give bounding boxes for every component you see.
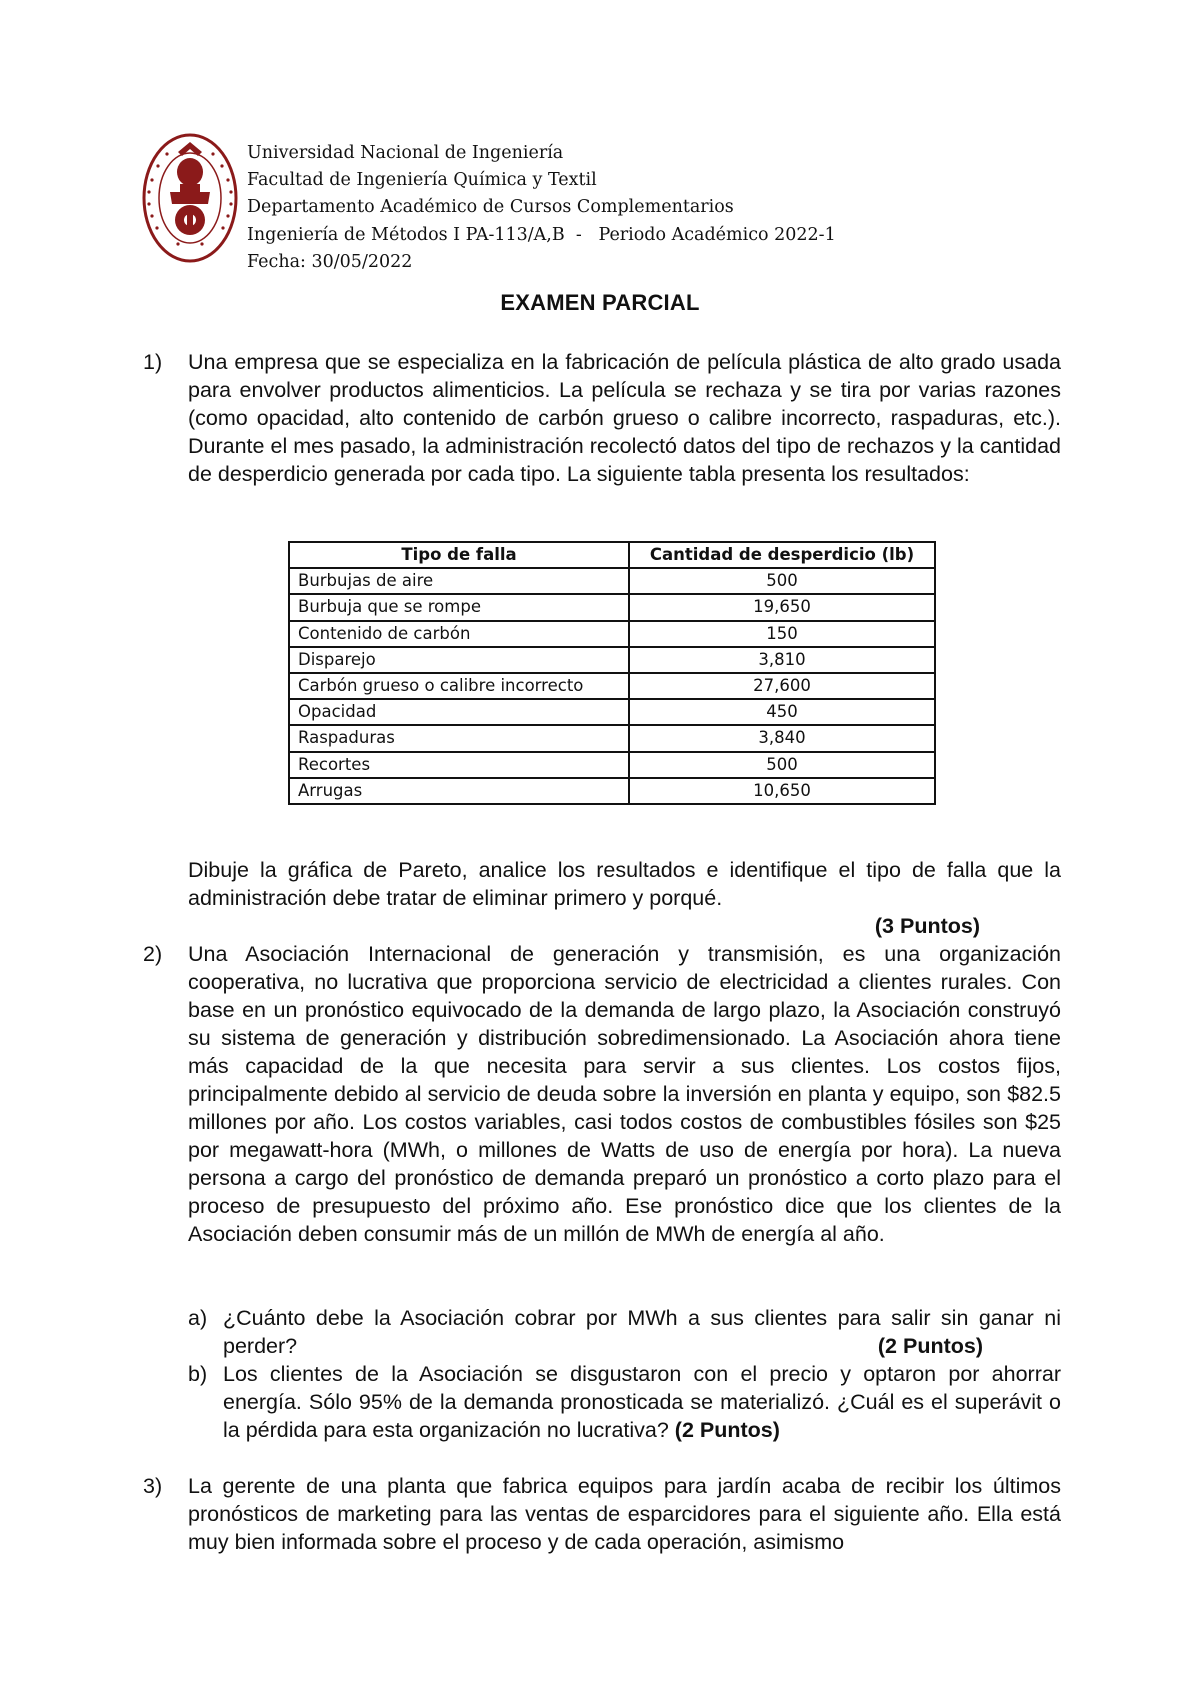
university-seal-logo [142,132,238,264]
table-cell: Raspaduras [289,725,629,751]
table-header-cell: Tipo de falla [289,542,629,568]
exam-date: Fecha: 30/05/2022 [247,251,413,272]
department-name: Departamento Académico de Cursos Complementarios [247,197,734,218]
table-cell: Recortes [289,752,629,778]
table-row [289,568,935,594]
table-row [289,647,935,673]
question-3-number: 3) [143,1474,163,1498]
university-name: Universidad Nacional de Ingeniería [247,143,564,163]
header-info [247,140,836,276]
question-3-text: La gerente de una planta que fabrica equipos para jardín acaba de recibir los últimos pronósticos de marketing para las ventas de esparcidores para el siguiente año. Ella está muy bien informada sobre el proceso y de cada operación, asimismo [188,1474,1061,1554]
exam-title: EXAMEN PARCIAL [500,290,700,315]
question-1-number: 1) [143,350,163,374]
question-2a-body: ¿Cuánto debe la Asociación cobrar por MWh a sus clientes para salir sin ganar ni perder? [223,1306,1061,1358]
waste-table [288,541,936,805]
table-cell: 450 [629,699,935,725]
table-row [289,778,935,804]
table-row [289,673,935,699]
table-row [289,621,935,647]
table-cell: 19,650 [629,594,935,620]
question-2-text: Una Asociación Internacional de generación y transmisión, es una organización cooperativa, no lucrativa que proporciona servicio de electricidad a clientes rurales. Con base en un pronóstico equivocado de la demanda de largo plazo, la Asociación construyó su sistema de generación y distribución sobredimensionado. La Asociación ahora tiene más capacidad de la que necesita para servir a sus clientes. Los costos fijos, principalmente debido al servicio de deuda sobre la inversión en planta y equipo, son $82.5 millones por año. Los costos variables, casi todos costos de combustibles fósiles son $25 por megawatt-hora (MWh, o millones de Watts de uso de energía por hora). La nueva persona a cargo del pronóstico de demanda preparó un pronóstico a corto plazo para el proceso de presupuesto del próximo año. Ese pronóstico dice que los clientes de la Asociación deben consumir más de un millón de MWh de energía al año. [188,942,1061,1246]
question-1-text: Una empresa que se especializa en la fabricación de película plástica de alto grado usada para envolver productos alimenticios. La película se rechaza y se tira por varias razones (como opacidad, alto contenido de carbón grueso o calibre incorrecto, raspaduras, etc.). Durante el mes pasado, la administración recolectó datos del tipo de rechazos y la cantidad de desperdicio generada por cada tipo. La siguiente tabla presenta los resultados: [188,350,1061,486]
table-cell: 10,650 [629,778,935,804]
table-cell: Carbón grueso o calibre incorrecto [289,673,629,699]
table-cell: 27,600 [629,673,935,699]
question-1-instruction: Dibuje la gráfica de Pareto, analice los resultados e identifique el tipo de falla que la administración debe tratar de eliminar primero y porqué. [188,858,1061,910]
table-row [289,699,935,725]
table-cell: Contenido de carbón [289,621,629,647]
table-cell: 3,810 [629,647,935,673]
table-row [289,752,935,778]
table-row [289,725,935,751]
table-cell: 150 [629,621,935,647]
question-2-number: 2) [143,942,163,966]
question-2b-body: Los clientes de la Asociación se disgustaron con el precio y optaron por ahorrar energía. Sólo 95% de la demanda pronosticada se materializó. ¿Cuál es el superávit o la pérdida para esta organización no lucrativa? [223,1362,1061,1442]
table-cell: 3,840 [629,725,935,751]
table-cell: 500 [629,568,935,594]
table-cell: Burbujas de aire [289,568,629,594]
faculty-name: Facultad de Ingeniería Química y Textil [247,170,597,191]
table-cell: Opacidad [289,699,629,725]
question-2a-label: a) [188,1306,208,1330]
course-info: Ingeniería de Métodos I PA-113/A,B - Periodo Académico 2022-1 [247,224,836,245]
table-cell: Disparejo [289,647,629,673]
question-2b-points: (2 Puntos) [674,1418,780,1442]
question-1-points: (3 Puntos) [874,914,980,938]
table-header-cell: Cantidad de desperdicio (lb) [629,542,935,568]
question-2b-label: b) [188,1362,208,1386]
table-row [289,594,935,620]
question-2b-text [223,1360,1061,1444]
question-2a-points: (2 Puntos) [877,1334,983,1358]
question-2a-text [223,1304,1061,1360]
table-cell: 500 [629,752,935,778]
table-header-row [289,542,935,568]
table-cell: Burbuja que se rompe [289,594,629,620]
table-cell: Arrugas [289,778,629,804]
